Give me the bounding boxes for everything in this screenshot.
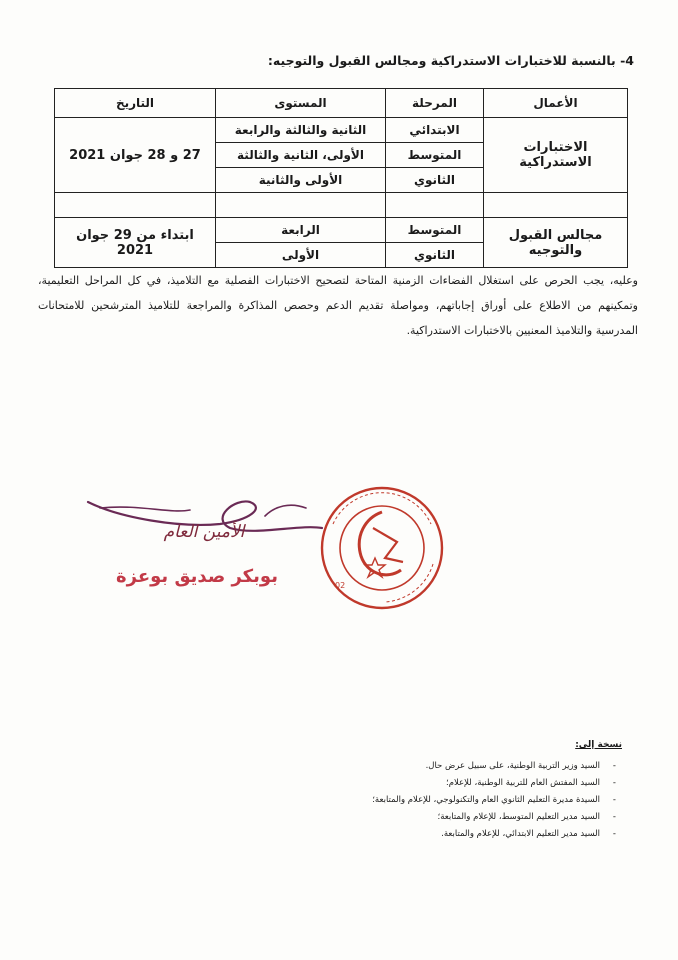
stage-cell: المتوسط xyxy=(386,143,484,168)
stage-cell: المتوسط xyxy=(386,218,484,243)
level-cell: الأولى xyxy=(216,243,386,268)
list-item: - السيد مدير التعليم الابتدائي، للإعلام والمتابعة. xyxy=(240,826,600,843)
header-level: المستوى xyxy=(216,89,386,118)
date-cell: ابتداء من 29 جوان 2021 xyxy=(55,218,216,268)
table-row xyxy=(55,218,628,243)
level-cell: الثانية والثالثة والرابعة xyxy=(216,118,386,143)
header-date: التاريخ xyxy=(55,89,216,118)
table-header-row xyxy=(55,89,628,118)
signatory-title: الأمين العام xyxy=(163,522,245,542)
schedule-table xyxy=(54,88,628,268)
list-item: - السيدة مديرة التعليم الثانوي العام والتكنولوجي، للإعلام والمتابعة؛ xyxy=(240,792,600,809)
table-row xyxy=(55,118,628,143)
activity-cell: الاختبارات الاستدراكية xyxy=(484,118,628,193)
signatory-name: بوبكر صديق بوعزة xyxy=(116,566,278,587)
copies-list xyxy=(240,758,600,843)
header-activities: الأعمال xyxy=(484,89,628,118)
list-item: - السيد مدير التعليم المتوسط، للإعلام والمتابعة؛ xyxy=(240,809,600,826)
section-title: 4- بالنسبة للاختبارات الاستدراكية ومجالس القبول والتوجيه: xyxy=(267,53,634,68)
stage-cell: الابتدائي xyxy=(386,118,484,143)
body-paragraph: وعليه، يجب الحرص على استغلال الفضاءات الزمنية المتاحة لتصحيح الاختبارات الفصلية مع التلاميذ، في كل المراحل التعليمية، وتمكينهم من الاطلاع على أوراق إجاباتهم، ومواصلة تقديم الدعم وحصص المذاكرة والمراجعة للتلاميذ المترشحين للامتحانات المدرسية والتلاميذ المعنيين بالاختبارات الاستدراكية. xyxy=(38,274,638,337)
stage-cell: الثانوي xyxy=(386,243,484,268)
header-stage: المرحلة xyxy=(386,89,484,118)
stage-cell: الثانوي xyxy=(386,168,484,193)
level-cell: الرابعة xyxy=(216,218,386,243)
activity-cell: مجالس القبول والتوجيه xyxy=(484,218,628,268)
table-spacer-row xyxy=(55,193,628,218)
date-cell: 27 و 28 جوان 2021 xyxy=(55,118,216,193)
level-cell: الأولى والثانية xyxy=(216,168,386,193)
list-item: - السيد وزير التربية الوطنية، على سبيل عرض حال. xyxy=(240,758,600,775)
level-cell: الأولى، الثانية والثالثة xyxy=(216,143,386,168)
stamp-number: 02 xyxy=(335,581,346,590)
list-item: - السيد المفتش العام للتربية الوطنية، للإعلام؛ xyxy=(240,775,600,792)
copies-title: نسخة إلى: xyxy=(575,740,622,750)
official-stamp xyxy=(315,484,449,612)
